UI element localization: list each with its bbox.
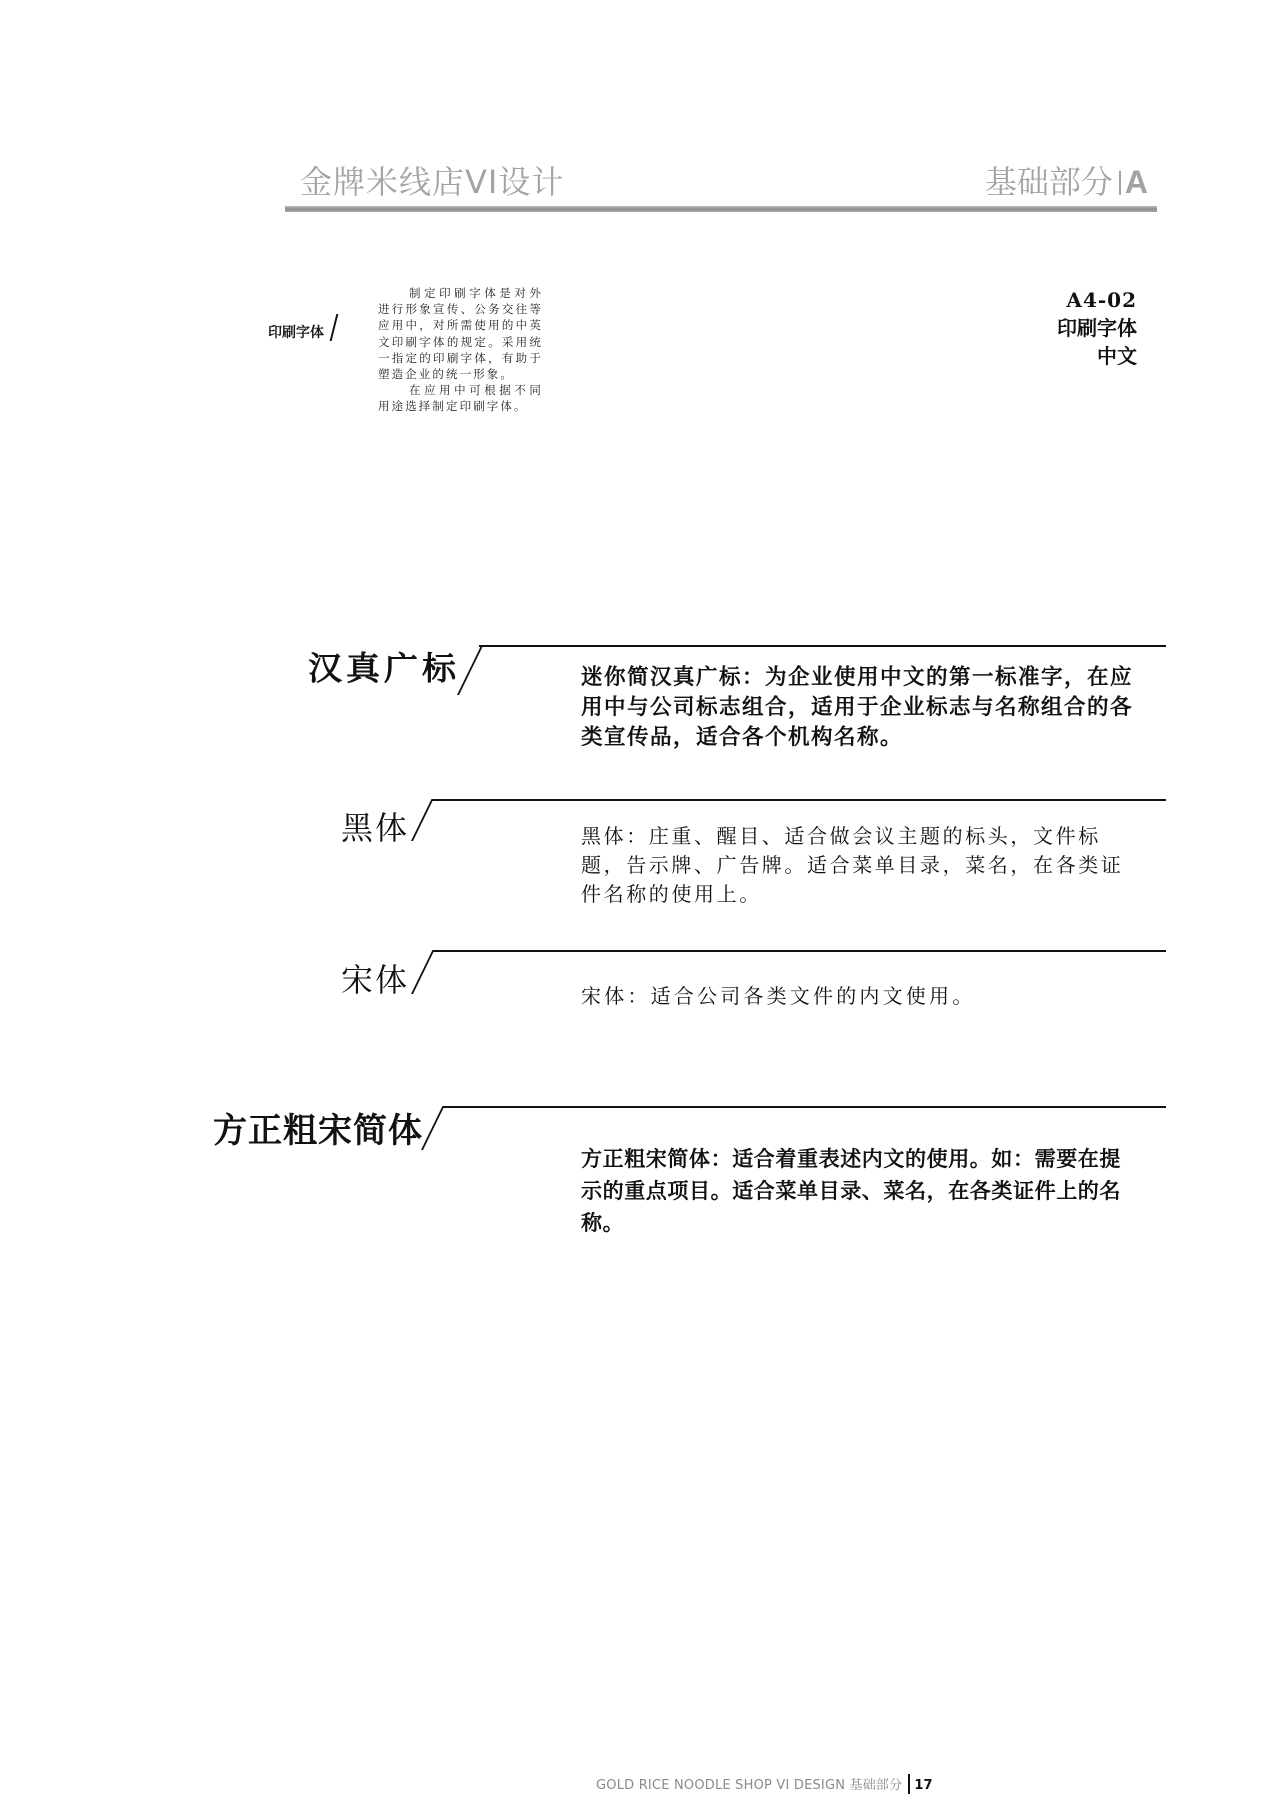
intro-text — [378, 285, 543, 415]
intro-slash-divider — [330, 314, 339, 341]
section-separator — [1119, 171, 1121, 195]
section-slash-divider — [411, 799, 433, 841]
intro-paragraph: 制定印刷字体是对外进行形象宣传、公务交往等应用中，对所需使用的中英文印刷字体的规定。采用统一指定的印刷字体，有助于塑造企业的统一形象。 — [378, 286, 543, 382]
page-code-subtitle: 中文 — [1097, 344, 1137, 368]
section-slash-divider — [421, 1106, 444, 1150]
intro-paragraph: 在应用中可根据不同用途选择制定印刷字体。 — [378, 383, 543, 414]
font-sample-description-fangzheng-cusong: 方正粗宋简体：适合着重表述内文的使用。如：需要在提示的重点项目。适合菜单目录、菜名，在各类证件上的名称。 — [581, 1146, 1121, 1235]
font-sample-description-hanzhen: 迷你简汉真广标：为企业使用中文的第一标准字，在应用中与公司标志组合，适用于企业标志与名称组合的各类宣传品，适合各个机构名称。 — [581, 665, 1134, 750]
font-sample-title-fangzheng-cusong: 方正粗宋简体 — [213, 1111, 423, 1151]
font-sample-title-hanzhen: 汉真广标 — [308, 650, 460, 688]
font-sample-description-songti: 宋体：适合公司各类文件的内文使用。 — [581, 984, 976, 1008]
font-sample-title-heiti: 黑体 — [341, 809, 410, 847]
section-rule — [432, 799, 1166, 801]
section-rule — [479, 645, 1166, 647]
page-code-title: 印刷字体 — [1057, 316, 1137, 340]
document-title: 金牌米线店VI设计 — [300, 163, 565, 201]
section-name: 基础部分 — [984, 163, 1113, 201]
page-footer — [596, 1774, 933, 1794]
section-indicator — [984, 163, 1148, 201]
section-rule — [443, 1106, 1166, 1108]
header-rule — [285, 206, 1157, 212]
section-letter: A — [1124, 164, 1148, 200]
section-rule — [433, 950, 1166, 952]
intro-label: 印刷字体 — [268, 325, 324, 341]
footer-separator — [908, 1774, 910, 1794]
page-code-block — [1057, 286, 1137, 370]
font-sample-description-heiti: 黑体：庄重、醒目、适合做会议主题的标头，文件标题，告示牌、广告牌。适合菜单目录，菜名，在各类证件名称的使用上。 — [581, 824, 1124, 906]
page-number: 17 — [914, 1778, 933, 1793]
section-slash-divider — [411, 950, 434, 994]
section-slash-divider — [457, 645, 483, 695]
page-code: A4-02 — [1066, 288, 1137, 312]
footer-text: GOLD RICE NOODLE SHOP VI DESIGN 基础部分 — [596, 1778, 903, 1793]
font-sample-title-songti: 宋体 — [341, 961, 410, 999]
